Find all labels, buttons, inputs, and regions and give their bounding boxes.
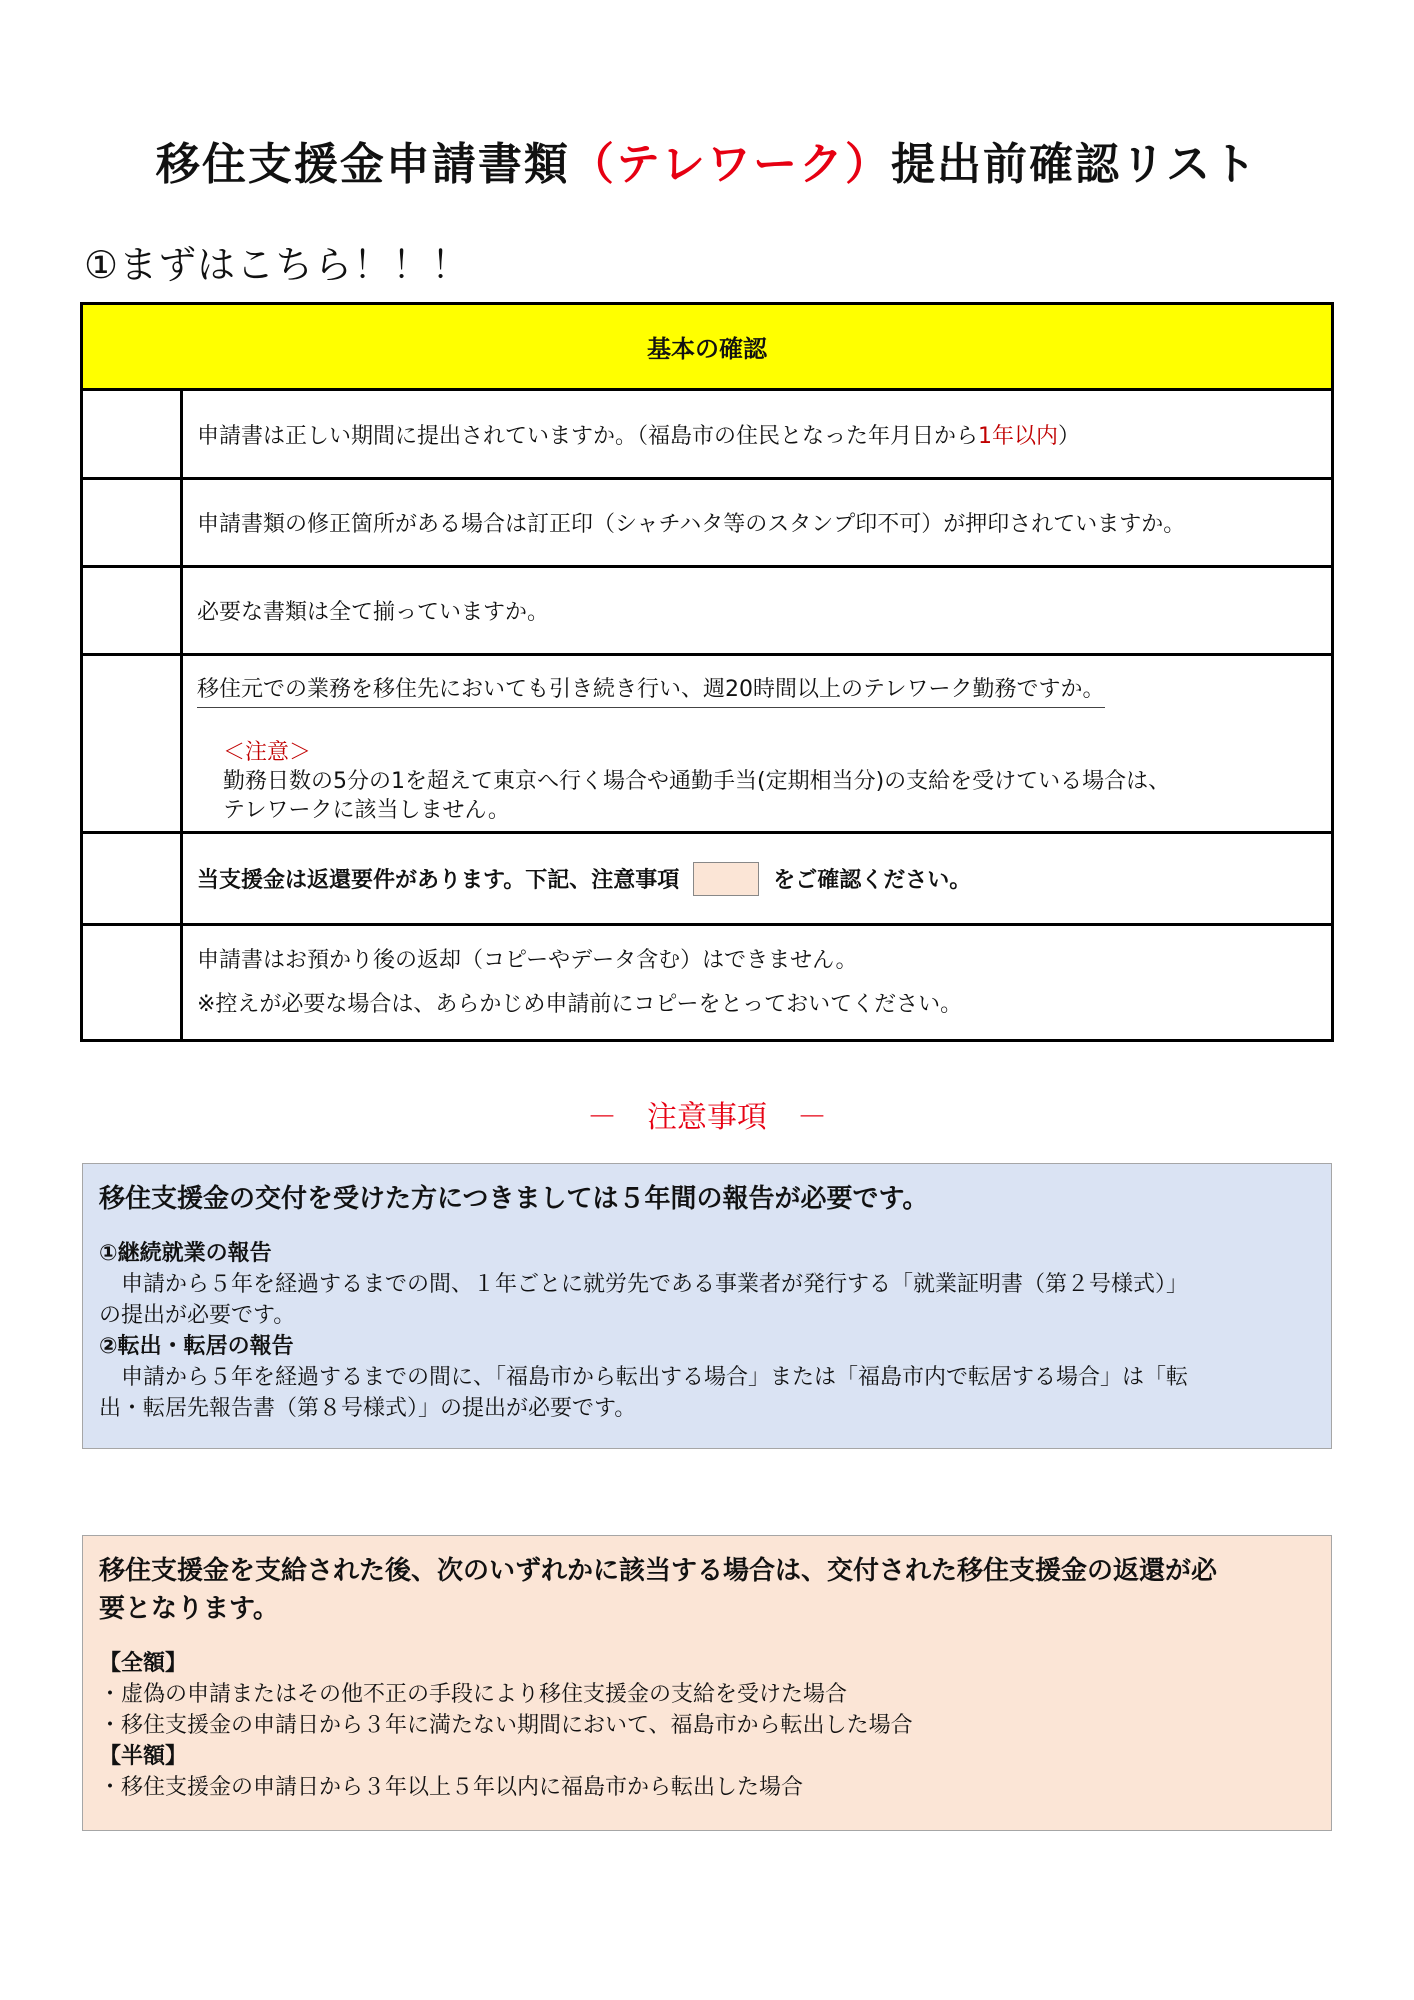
note-line: 勤務日数の5分の1を超えて東京へ行く場合や通勤手当(定期相当分)の支給を受けている場合は、 (223, 769, 1171, 794)
row-text-after: をご確認ください。 (773, 868, 972, 893)
checklist-row-text (183, 568, 1331, 653)
report-requirement-box (82, 1163, 1332, 1449)
checkbox-cell[interactable] (83, 656, 183, 831)
refund-item: ・移住支援金の申請日から３年以上５年以内に福島市から転出した場合 (99, 1775, 804, 1800)
section1-heading: ①まずはこちら！！！ (84, 243, 471, 287)
report-item-text: の提出が必要です。 (99, 1303, 296, 1328)
report-box-lead: 移住支援金の交付を受けた方につきましては５年間の報告が必要です。 (99, 1184, 929, 1214)
row-text: 必要な書類は全て揃っていますか。 (197, 600, 550, 625)
row-text: ※控えが必要な場合は、あらかじめ申請前にコピーをとっておいてください。 (197, 991, 963, 1017)
row-text-highlight: 1年以内 (978, 423, 1059, 449)
refund-item: ・移住支援金の申請日から３年に満たない期間において、福島市から転出した場合 (99, 1713, 913, 1738)
telework-note (223, 738, 1317, 825)
report-item-text: 申請から５年を経過するまでの間、１年ごとに就労先である事業者が発行する「就業証明書（第２号様式）」 (121, 1272, 1189, 1297)
report-item-text: 出・転居先報告書（第８号様式）」の提出が必要です。 (99, 1396, 637, 1421)
checklist-header: 基本の確認 (83, 305, 1331, 391)
note-title: ＜注意＞ (223, 740, 312, 765)
checklist-row-seal (83, 480, 1331, 568)
report-item-title: ①継続就業の報告 (99, 1241, 272, 1266)
notice-heading: － 注意事項 － (587, 1100, 827, 1135)
title-prefix: 移住支援金申請書類 (155, 139, 570, 190)
checklist-row-telework (83, 656, 1331, 834)
report-item-text: 申請から５年を経過するまでの間に、「福島市から転出する場合」または「福島市内で転居する場合」は「転 (121, 1365, 1189, 1390)
page-title (0, 128, 1414, 192)
refund-box-lead: 要となります。 (99, 1594, 279, 1624)
checklist-table (80, 302, 1334, 1042)
checkbox-cell[interactable] (83, 926, 183, 1039)
row-text: 申請書はお預かり後の返却（コピーやデータ含む）はできません。 (197, 947, 858, 973)
checklist-row-refund (83, 834, 1331, 926)
report-item-title: ②転出・転居の報告 (99, 1334, 294, 1359)
checklist-row-text (183, 656, 1331, 831)
note-line: テレワークに該当しません。 (223, 798, 510, 823)
row-text: 移住元での業務を移住先においても引き続き行い、週20時間以上のテレワーク勤務ですか。 (197, 672, 1105, 708)
checkbox-cell[interactable] (83, 391, 183, 477)
title-suffix: 提出前確認リスト (891, 139, 1259, 190)
checklist-row-text (183, 926, 1331, 1039)
checklist-row-documents (83, 568, 1331, 656)
checkbox-cell[interactable] (83, 568, 183, 653)
checklist-row-text (183, 480, 1331, 565)
refund-half-title: 【半額】 (99, 1744, 188, 1769)
checklist-row-text (183, 391, 1331, 477)
checkbox-cell[interactable] (83, 834, 183, 923)
checkbox-cell[interactable] (83, 480, 183, 565)
checklist-row-return (83, 926, 1331, 1039)
refund-full-title: 【全額】 (99, 1651, 188, 1676)
title-accent: （テレワーク） (569, 139, 891, 190)
refund-item: ・虚偽の申請またはその他不正の手段により移住支援金の支給を受けた場合 (99, 1682, 848, 1707)
row-text-after: ） (1058, 423, 1081, 449)
checklist-row-text (183, 834, 1331, 923)
refund-requirement-box (82, 1535, 1332, 1831)
checklist-row-period (83, 391, 1331, 480)
notice-color-swatch (693, 862, 759, 896)
row-text-before: 申請書は正しい期間に提出されていますか。（福島市の住民となった年月日から (197, 423, 979, 449)
refund-box-lead: 移住支援金を支給された後、次のいずれかに該当する場合は、交付された移住支援金の返還が必 (99, 1556, 1218, 1586)
row-text: 申請書類の修正箇所がある場合は訂正印（シャチハタ等のスタンプ印不可）が押印されていますか。 (197, 512, 1186, 537)
row-text-before: 当支援金は返還要件があります。下記、注意事項 (197, 868, 680, 893)
